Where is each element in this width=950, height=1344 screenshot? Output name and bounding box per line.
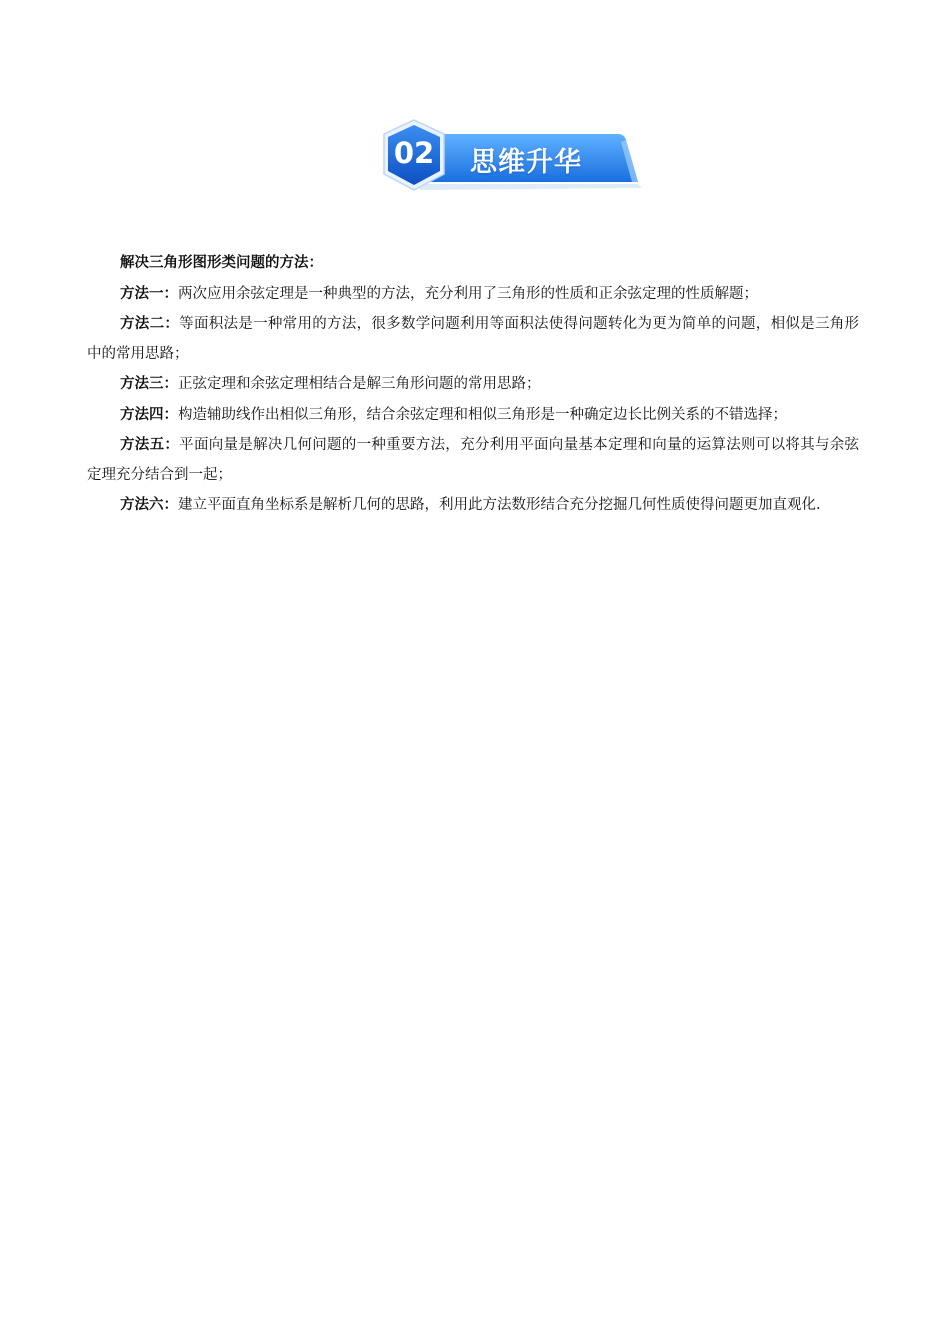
method-text: 建立平面直角坐标系是解析几何的思路，利用此方法数形结合充分挖掘几何性质使得问题更加直观化. [178, 497, 821, 513]
method-text: 平面向量是解决几何问题的一种重要方法，充分利用平面向量基本定理和向量的运算法则可以将其与余弦定理充分结合到一起； [87, 437, 860, 483]
method-paragraph [87, 309, 859, 369]
method-paragraph [87, 430, 859, 490]
method-label: 方法五： [120, 436, 180, 453]
method-label: 方法六： [120, 496, 178, 513]
document-body [87, 248, 859, 521]
section-header-badge [380, 118, 645, 198]
section-title: 思维升华 [470, 147, 582, 178]
intro-heading: 解决三角形图形类问题的方法： [120, 254, 323, 271]
method-label: 方法一： [120, 284, 178, 302]
method-text: 构造辅助线作出相似三角形，结合余弦定理和相似三角形是一种确定边长比例关系的不错选择； [178, 406, 787, 423]
section-number: 02 [393, 136, 435, 170]
method-paragraph [87, 279, 859, 310]
method-paragraph [87, 400, 859, 431]
method-paragraph [87, 490, 859, 521]
method-label: 方法三： [120, 375, 178, 392]
method-label: 方法四： [120, 405, 178, 423]
method-text: 等面积法是一种常用的方法，很多数学问题利用等面积法使得问题转化为更为简单的问题，相似是三角形中的常用思路； [87, 316, 860, 362]
method-text: 两次应用余弦定理是一种典型的方法，充分利用了三角形的性质和正余弦定理的性质解题； [178, 285, 758, 302]
method-paragraph [87, 369, 859, 400]
method-text: 正弦定理和余弦定理相结合是解三角形问题的常用思路； [178, 376, 541, 392]
method-label: 方法二： [120, 315, 180, 332]
